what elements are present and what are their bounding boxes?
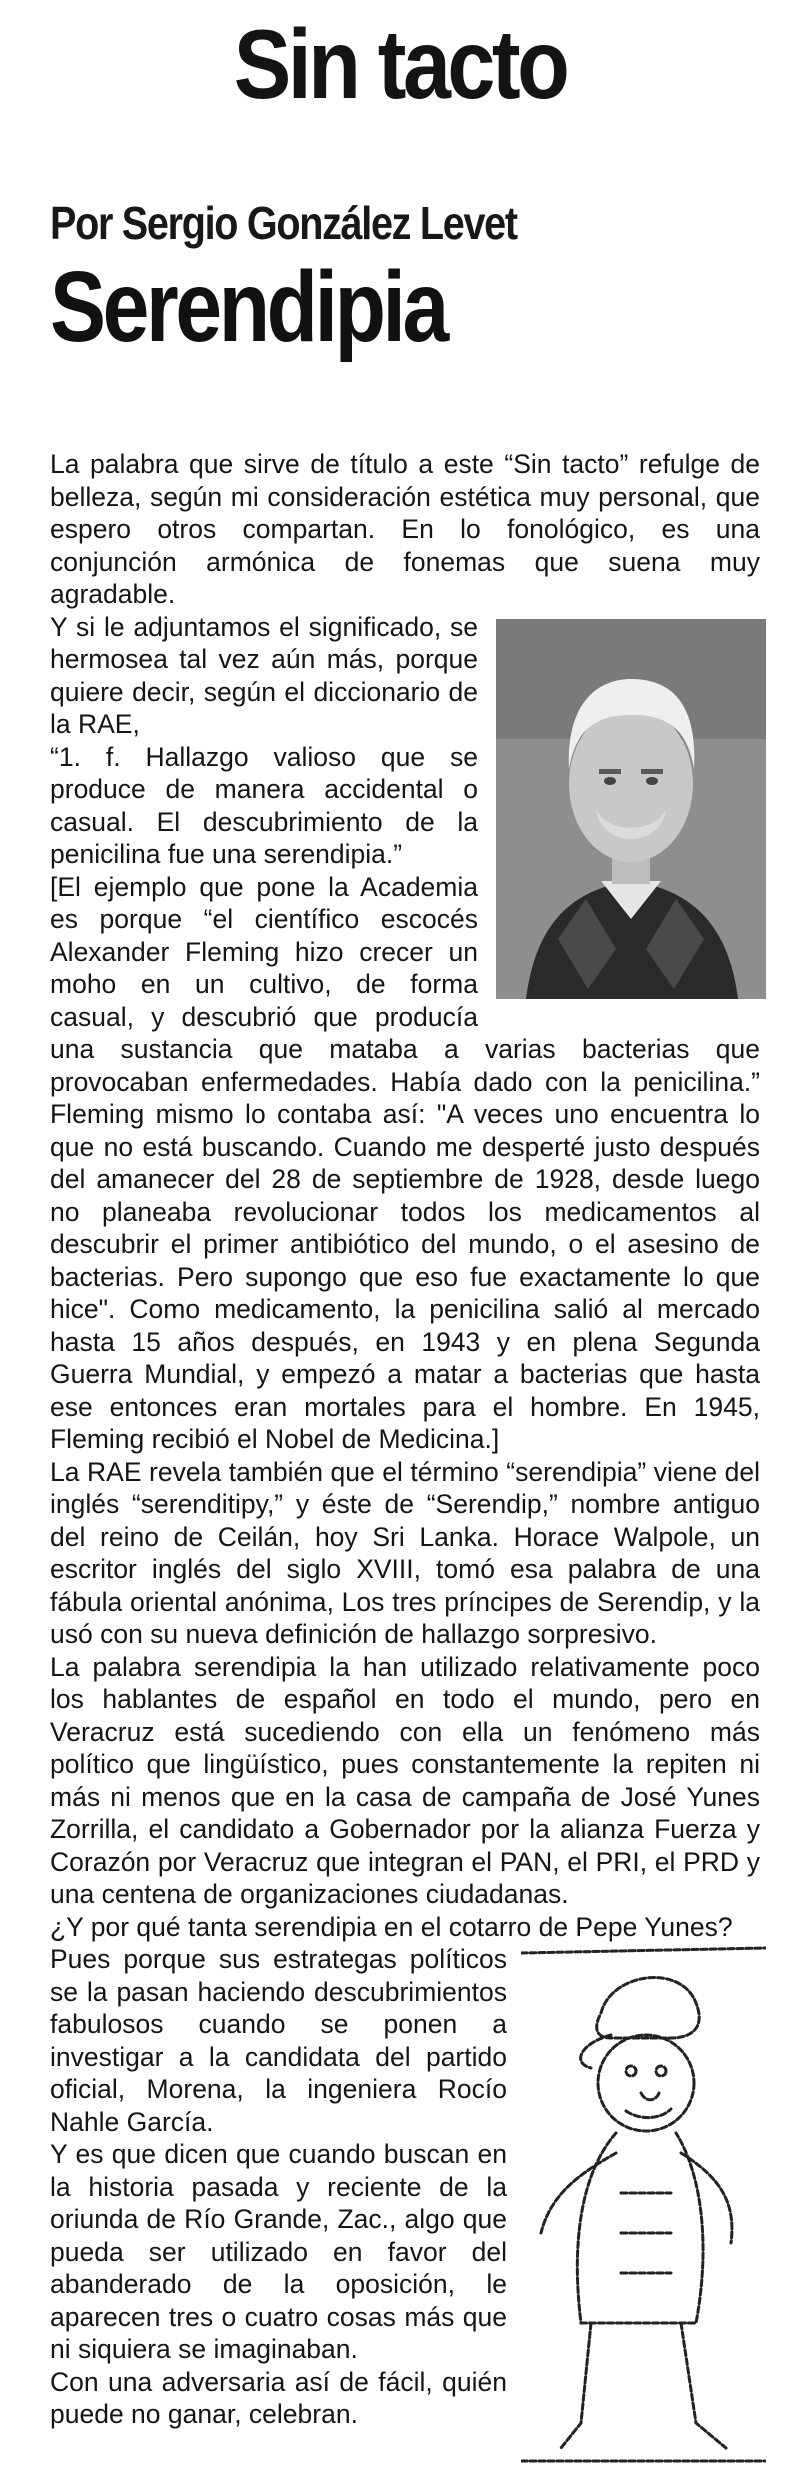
paragraph-10: Con una adversaria así de fácil, quién puede no ganar, celebran. <box>50 2366 507 2429</box>
author-byline: Por Sergio González Levet <box>50 197 517 249</box>
paragraph-4: [El ejemplo que pone la Academia es porque “el científico escocés Alexander Fleming hizo crecer un moho en un cultivo, de forma casual, y descubrió que producía una sustancia que mataba a varias bacterias que provocaban enfermedades. Había dado con la penicilina.” Fleming mismo lo contaba así: "A veces uno encuentra lo que no está buscando. Cuando me desperté justo después del amanecer del 28 de septiembre de 1928, desde luego no planeaba revolucionar todos los medicamentos al descubrir el primer antibiótico del mundo, o el asesino de bacterias. Pero supongo que eso fue exactamente lo que hice". Como medicamento, la penicilina salió al mercado hasta 15 años después, en 1943 y en plena Segunda Guerra Mundial, y empezó a matar a bacterias que hasta ese entonces eran mortales para el hombre. En 1945, Fleming recibió el Nobel de Medicina.] <box>50 871 760 1454</box>
paragraph-5: La RAE revela también que el término “serendipia” viene del inglés “serenditipy,” y éste de “Serendip,” nombre antiguo del reino de Ceilán, hoy Sri Lanka. Horace Walpole, un escritor inglés del siglo XVIII, tomó esa palabra de una fábula oriental anónima, Los tres príncipes de Serendip, y la usó con su nueva definición de hallazgo sorpresivo. <box>50 1456 760 1649</box>
paragraph-8: Pues porque sus estrategas políticos se la pasan haciendo descubrimientos fabulosos cuando se ponen a investigar a la candidata del partido oficial, Morena, la ingeniera Rocío Nahle García. <box>50 1944 507 2137</box>
paragraph-7: ¿Y por qué tanta serendipia en el cotarro de Pepe Yunes? <box>50 1911 733 1942</box>
article-headline: Serendipia <box>50 251 446 363</box>
paragraph-1: La palabra que sirve de título a este “Sin tacto” refulge de belleza, según mi consideración estética muy personal, que espero otros compartan. En lo fonológico, es una conjunción armónica de fonemas que suena muy agradable. <box>50 449 760 609</box>
paragraph-9: Y es que dicen que cuando buscan en la historia pasada y reciente de la oriunda de Río Grande, Zac., algo que pueda ser utilizado en favor del abanderado de la oposición, le aparecen tres o cuatro cosas más que ni siquiera se imaginaban. <box>50 2139 507 2364</box>
paragraph-2: Y si le adjuntamos el significado, se hermosea tal vez aún más, porque quiere decir, según el diccionario de la RAE, <box>50 611 478 739</box>
column-title: Sin tacto <box>233 9 567 119</box>
paragraph-6: La palabra serendipia la han utilizado relativamente poco los hablantes de español en todo el mundo, pero en Veracruz está sucediendo con ella un fenómeno más político que lingüístico, pues constantemente la repiten ni más ni menos que en la casa de campaña de José Yunes Zorrilla, el candidato a Gobernador por la alianza Fuerza y Corazón por Veracruz que integran el PAN, el PRI, el PRD y una centena de organizaciones ciudadanas. <box>50 1651 760 1909</box>
cartoon-character-icon <box>521 1943 766 2463</box>
article-body <box>50 448 760 2463</box>
paragraph-3: “1. f. Hallazgo valioso que se produce de manera accidental o casual. El descubrimiento de la penicilina fue una serendipia.” <box>50 741 478 869</box>
author-portrait-icon <box>496 619 766 999</box>
